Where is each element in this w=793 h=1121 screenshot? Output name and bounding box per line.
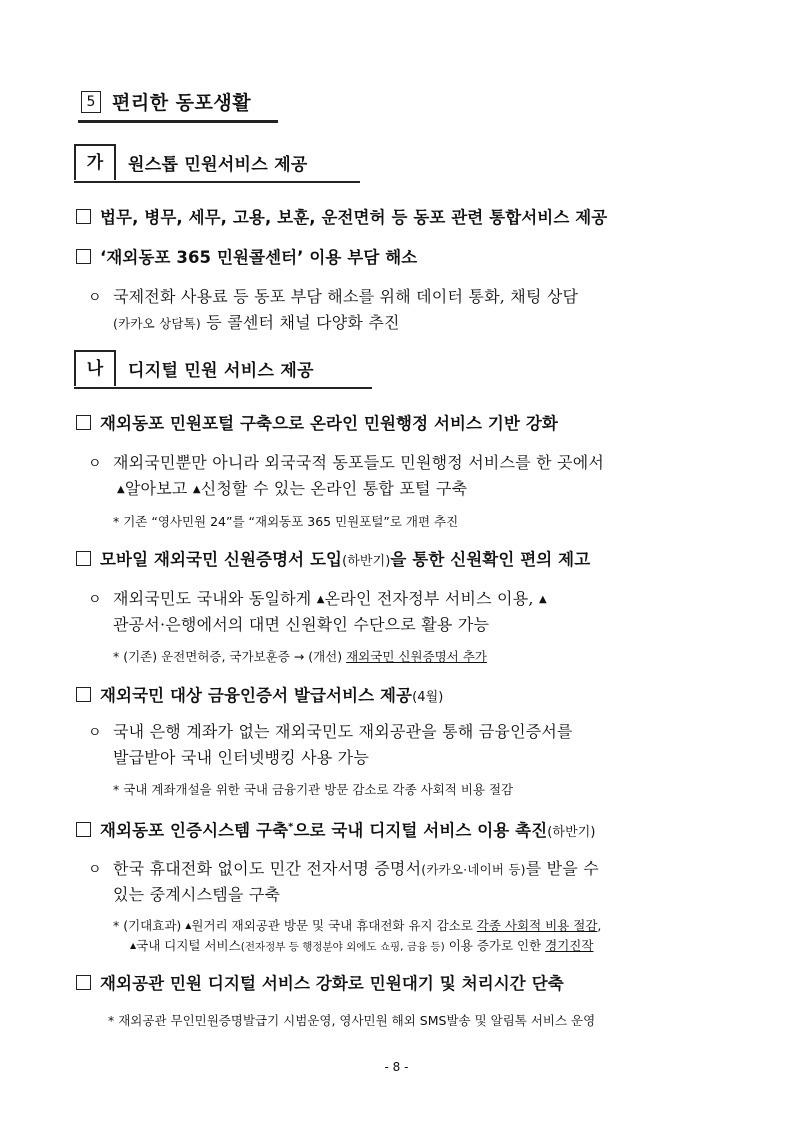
subsection-letter-a: 가: [74, 144, 116, 180]
square-bullet: [76, 415, 91, 430]
section-title: 편리한 동포생활: [112, 92, 252, 114]
note-b1: * 기존 “영사민원 24”를 “재외동포 365 민원포털”로 개편 추진: [113, 514, 459, 529]
note-b4-line2: ▲국내 디지털 서비스(전자정부 등 행정분야 외에도 쇼핑, 금융 등) 이용 증가로 인한 경기진작: [130, 938, 594, 953]
circle-bullet: ㅇ: [88, 456, 102, 472]
triangle-icon: ▲: [117, 484, 125, 495]
square-bullet: [76, 975, 91, 990]
paragraph-b4-line1: 한국 휴대전화 없이도 민간 전자서명 증명서(카카오·네이버 등)를 받을 수: [113, 859, 599, 878]
subsection-header-b: [74, 350, 372, 389]
subsection-title-b: 디지털 민원 서비스 제공: [128, 361, 314, 381]
headline-b5: 재외공관 민원 디지털 서비스 강화로 민원대기 및 처리시간 단축: [76, 970, 564, 994]
headline-b4: 재외동포 인증시스템 구축*으로 국내 디지털 서비스 이용 촉진(하반기): [76, 817, 596, 841]
subsection-header-a: [74, 144, 360, 183]
paragraph-b1-line2: ▲알아보고 ▲신청할 수 있는 온라인 통합 포털 구축: [117, 479, 468, 498]
paragraph-b2-line1: 재외국민도 국내와 동일하게 ▲온라인 전자정부 서비스 이용, ▲: [113, 589, 547, 608]
section-header: [78, 84, 278, 123]
triangle-icon: ▲: [130, 941, 137, 950]
triangle-icon: ▲: [538, 594, 547, 605]
paragraph-b4-line2: 있는 중계시스템을 구축: [113, 885, 281, 904]
paragraph-b1-line1: 재외국민뿐만 아니라 외국국적 동포들도 민원행정 서비스를 한 곳에서: [113, 453, 605, 472]
paragraph-a1-line1: 국제전화 사용료 등 동포 부담 해소를 위해 데이터 통화, 채팅 상담: [113, 287, 579, 306]
square-bullet: [76, 822, 91, 837]
triangle-icon: ▲: [192, 484, 201, 495]
square-bullet: [76, 551, 91, 566]
section-number: 5: [81, 91, 101, 113]
note-b3: * 국내 계좌개설을 위한 국내 금융기관 방문 감소로 각종 사회적 비용 절감: [113, 782, 514, 797]
square-bullet: [76, 687, 91, 702]
headline-a1: 법무, 병무, 세무, 고용, 보훈, 운전면허 등 동포 관련 통합서비스 제공: [76, 204, 607, 228]
paragraph-b2-line2: 관공서·은행에서의 대면 신원확인 수단으로 활용 가능: [113, 615, 490, 634]
note-b4-line1: * (기대효과) ▲원거리 재외공관 방문 및 국내 휴대전화 유지 감소로 각종 사회적 비용 절감,: [113, 918, 602, 933]
subsection-letter-b: 나: [74, 350, 116, 386]
headline-a2: ‘재외동포 365 민원콜센터’ 이용 부담 해소: [76, 244, 417, 268]
paragraph-a1-line2: (카카오 상담톡) 등 콜센터 채널 다양화 추진: [113, 313, 400, 332]
square-bullet: [76, 249, 91, 264]
headline-b2: 모바일 재외국민 신원증명서 도입(하반기)을 통한 신원확인 편의 제고: [76, 546, 590, 570]
page-number: - 8 -: [384, 1060, 409, 1074]
triangle-icon: ▲: [316, 594, 325, 605]
circle-bullet: ㅇ: [88, 592, 102, 608]
circle-bullet: ㅇ: [88, 862, 102, 878]
paragraph-b3-line2: 발급받아 국내 인터넷뱅킹 사용 가능: [113, 748, 369, 767]
square-bullet: [76, 209, 91, 224]
triangle-icon: ▲: [185, 921, 192, 930]
paragraph-b3-line1: 국내 은행 계좌가 없는 재외국민도 재외공관을 통해 금융인증서를: [113, 722, 573, 741]
headline-b1: 재외동포 민원포털 구축으로 온라인 민원행정 서비스 기반 강화: [76, 410, 558, 434]
note-b5: * 재외공관 무인민원증명발급기 시범운영, 영사민원 해외 SMS발송 및 알림톡 서비스 운영: [108, 1013, 596, 1028]
circle-bullet: ㅇ: [88, 725, 102, 741]
headline-b3: 재외국민 대상 금융인증서 발급서비스 제공(4월): [76, 682, 443, 706]
circle-bullet: ㅇ: [88, 290, 102, 306]
note-b2: * (기존) 운전면허증, 국가보훈증 → (개선) 재외국민 신원증명서 추가: [113, 649, 487, 664]
subsection-title-a: 원스톱 민원서비스 제공: [128, 155, 308, 175]
